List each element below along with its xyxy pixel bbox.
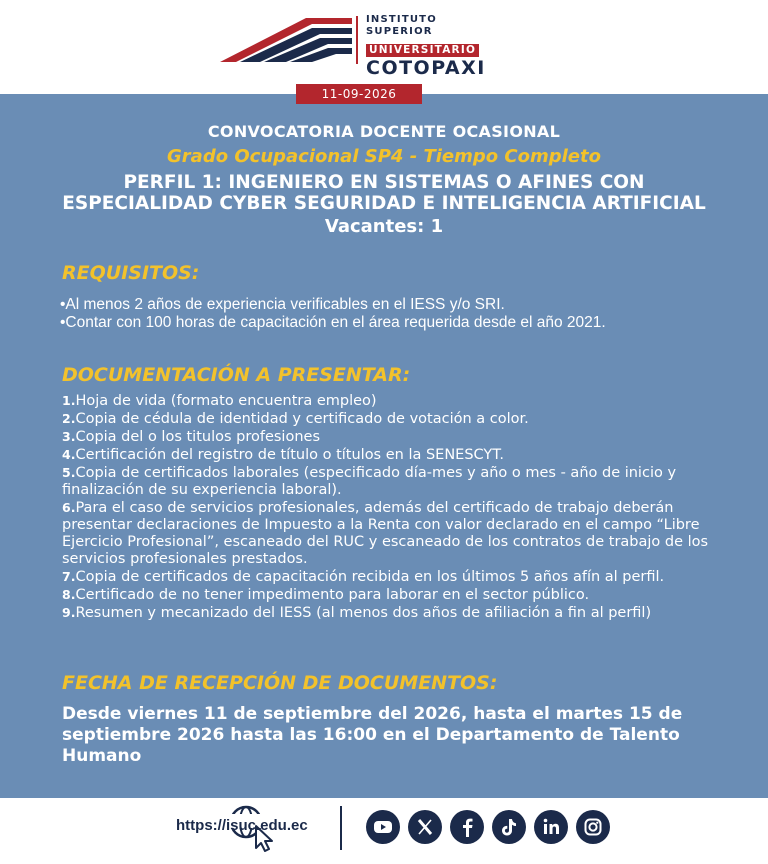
perfil-line-1: PERFIL 1: INGENIERO EN SISTEMAS O AFINES CON	[123, 172, 645, 193]
logo-divider	[356, 16, 358, 64]
logo-text	[366, 14, 506, 79]
doc-item-text: Copia de certificados de capacitación recibida en los últimos 5 años afín al perfil.	[75, 569, 665, 585]
doc-item	[62, 428, 742, 446]
doc-item-text: Para el caso de servicios profesionales, además del certificado de trabajo deberán presentar declaraciones de Impuesto a la Renta con valor declarado en el campo “Libre Ejercicio Profesional”, escaneado del RUC y escaneado de los contratos de trabajo de los servicios profesionales prestados.	[62, 500, 709, 567]
doc-item	[62, 392, 742, 410]
doc-item	[62, 410, 742, 428]
doc-item-number: 2.	[62, 411, 76, 426]
perfil-line-2: ESPECIALIDAD CYBER SEGURIDAD E INTELIGENCIA ARTIFICIAL	[62, 193, 706, 214]
header	[0, 0, 768, 96]
doc-item-number: 3.	[62, 429, 76, 444]
doc-item	[62, 568, 742, 586]
requisitos-list	[60, 296, 606, 332]
doc-item-text: Copia de cédula de identidad y certificado de votación a color.	[75, 411, 529, 427]
date-badge: 11-09-2026	[296, 84, 422, 104]
instagram-icon[interactable]	[576, 810, 610, 844]
doc-item-text: Resumen y mecanizado del IESS (al menos dos años de afiliación a fin al perfil)	[75, 605, 652, 621]
doc-item-number: 4.	[62, 447, 76, 462]
facebook-icon[interactable]	[450, 810, 484, 844]
documentacion-list	[62, 392, 742, 622]
footer-divider	[340, 806, 342, 850]
youtube-icon[interactable]	[366, 810, 400, 844]
doc-item	[62, 464, 742, 499]
requisito-item: •Al menos 2 años de experiencia verificables en el IESS y/o SRI.	[60, 296, 505, 313]
doc-item	[62, 586, 742, 604]
logo-line-3: COTOPAXI	[366, 57, 486, 79]
linkedin-icon[interactable]	[534, 810, 568, 844]
doc-item-text: Copia del o los titulos profesiones	[75, 429, 320, 445]
tiktok-icon[interactable]	[492, 810, 526, 844]
doc-item-number: 5.	[62, 465, 76, 480]
doc-item-text: Certificado de no tener impedimento para laborar en el sector público.	[75, 587, 590, 603]
logo-line-2: UNIVERSITARIO	[366, 44, 479, 57]
institute-logo-icon	[220, 16, 352, 64]
requisitos-heading: REQUISITOS:	[62, 262, 200, 284]
doc-item	[62, 499, 742, 568]
doc-item-number: 7.	[62, 569, 76, 584]
doc-item-text: Copia de certificados laborales (especificado día-mes y año o mes - año de inicio y finalización de su experiencia laboral).	[62, 465, 677, 498]
doc-item-number: 8.	[62, 587, 76, 602]
website-link[interactable]: https://isuc.edu.ec	[176, 817, 308, 834]
doc-item-text: Certificación del registro de título o títulos en la SENESCYT.	[75, 447, 505, 463]
logo-line-1: INSTITUTO SUPERIOR	[366, 14, 437, 37]
requisito-item: •Contar con 100 horas de capacitación en el área requerida desde el año 2021.	[60, 314, 606, 331]
fecha-heading: FECHA DE RECEPCIÓN DE DOCUMENTOS:	[62, 672, 498, 694]
grado-ocupacional: Grado Ocupacional SP4 - Tiempo Completo	[167, 146, 601, 167]
doc-item-number: 1.	[62, 393, 76, 408]
doc-item-number: 6.	[62, 500, 76, 515]
x-icon[interactable]	[408, 810, 442, 844]
vacantes: Vacantes: 1	[324, 216, 444, 237]
perfil-title	[0, 172, 768, 214]
doc-item-number: 9.	[62, 605, 76, 620]
documentacion-heading: DOCUMENTACIÓN A PRESENTAR:	[62, 364, 411, 386]
doc-item	[62, 446, 742, 464]
doc-item-text: Hoja de vida (formato encuentra empleo)	[75, 393, 377, 409]
fecha-text: Desde viernes 11 de septiembre del 2026, hasta el martes 15 de septiembre 2026 hasta las 16:00 en el Departamento de Talento Humano	[62, 704, 683, 766]
doc-item	[62, 604, 742, 622]
convocatoria-title: CONVOCATORIA DOCENTE OCASIONAL	[207, 122, 561, 141]
